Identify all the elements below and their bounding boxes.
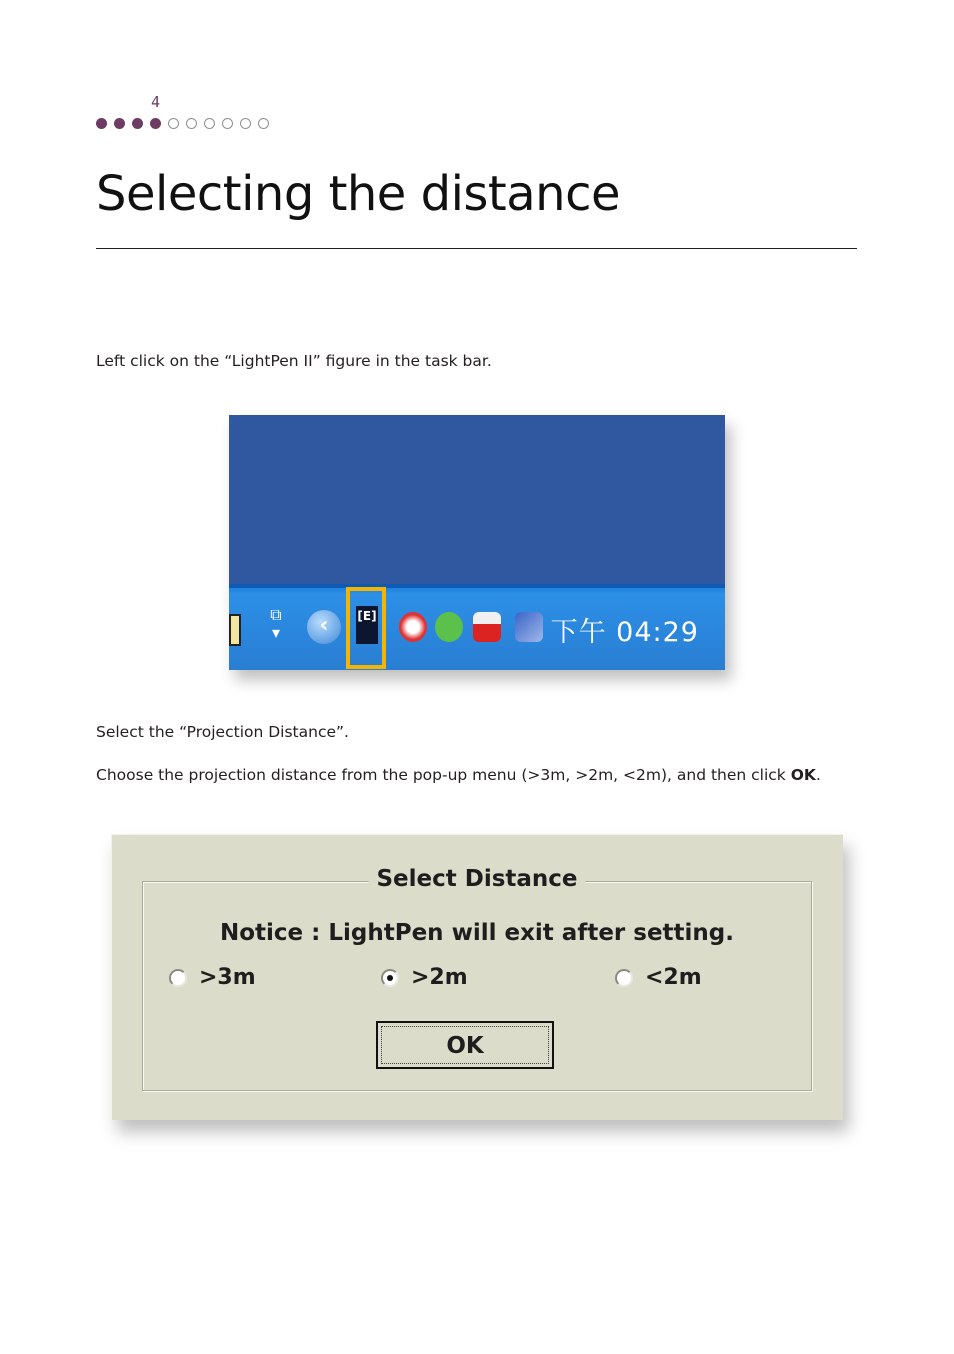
title-divider [96,248,857,249]
radio-option-3m[interactable] [169,965,256,990]
taskbar-screenshot [229,415,725,670]
radio-option-2m[interactable] [381,965,468,990]
progress-dot-empty [222,118,233,129]
dialog-title: Select Distance [368,866,585,892]
page-number: 4 [151,93,161,111]
ok-button-label: OK [381,1026,549,1064]
instruction-step-2: Select the “Projection Distance”. [96,723,349,741]
lightpen-highlight-box [346,587,386,669]
lightpen-tray-icon[interactable]: [E] [356,606,378,644]
progress-dot-empty [186,118,197,129]
page-title: Selecting the distance [96,166,620,222]
taskbar-app-icon[interactable] [229,614,241,646]
taskbar-clock[interactable]: 下午 04:29 [550,617,699,648]
chapter-progress-dots [96,118,269,129]
taskbar-top-edge [229,584,725,588]
network-tray-icon[interactable] [515,612,543,642]
distance-group-box [142,866,812,1091]
progress-dot-filled [114,118,125,129]
dialog-notice: Notice : LightPen will exit after setting. [219,920,735,946]
instruction-step-3 [96,766,821,784]
radio-option-under-2m[interactable] [615,965,702,990]
progress-dot-filled [96,118,107,129]
radio-label-2m: >2m [411,965,468,990]
radio-label-under-2m: <2m [645,965,702,990]
progress-dot-empty [240,118,251,129]
radio-3m[interactable] [169,969,187,987]
progress-dot-filled [150,118,161,129]
radio-under-2m[interactable] [615,969,633,987]
show-hidden-icons-icon[interactable]: ‹ [307,610,341,644]
network-blocked-tray-icon[interactable] [473,612,501,642]
ok-emphasis: OK [790,766,816,784]
progress-dot-empty [204,118,215,129]
progress-dot-empty [258,118,269,129]
radio-2m[interactable] [381,969,399,987]
restore-windows-icon[interactable]: ⧉ ▾ [270,605,282,642]
step-3-end: . [815,766,821,784]
clock-app-tray-icon[interactable] [399,612,427,642]
progress-dot-filled [132,118,143,129]
progress-dot-empty [168,118,179,129]
step-3-text: Choose the projection distance from the pop-up menu (>3m, >2m, <2m), and then click [96,766,791,784]
select-distance-dialog [111,834,843,1120]
radio-label-3m: >3m [199,965,256,990]
security-tray-icon[interactable] [435,612,463,642]
windows-taskbar [229,584,725,670]
instruction-step-1: Left click on the “LightPen II” figure in the task bar. [96,352,492,370]
ok-button[interactable] [376,1021,554,1069]
